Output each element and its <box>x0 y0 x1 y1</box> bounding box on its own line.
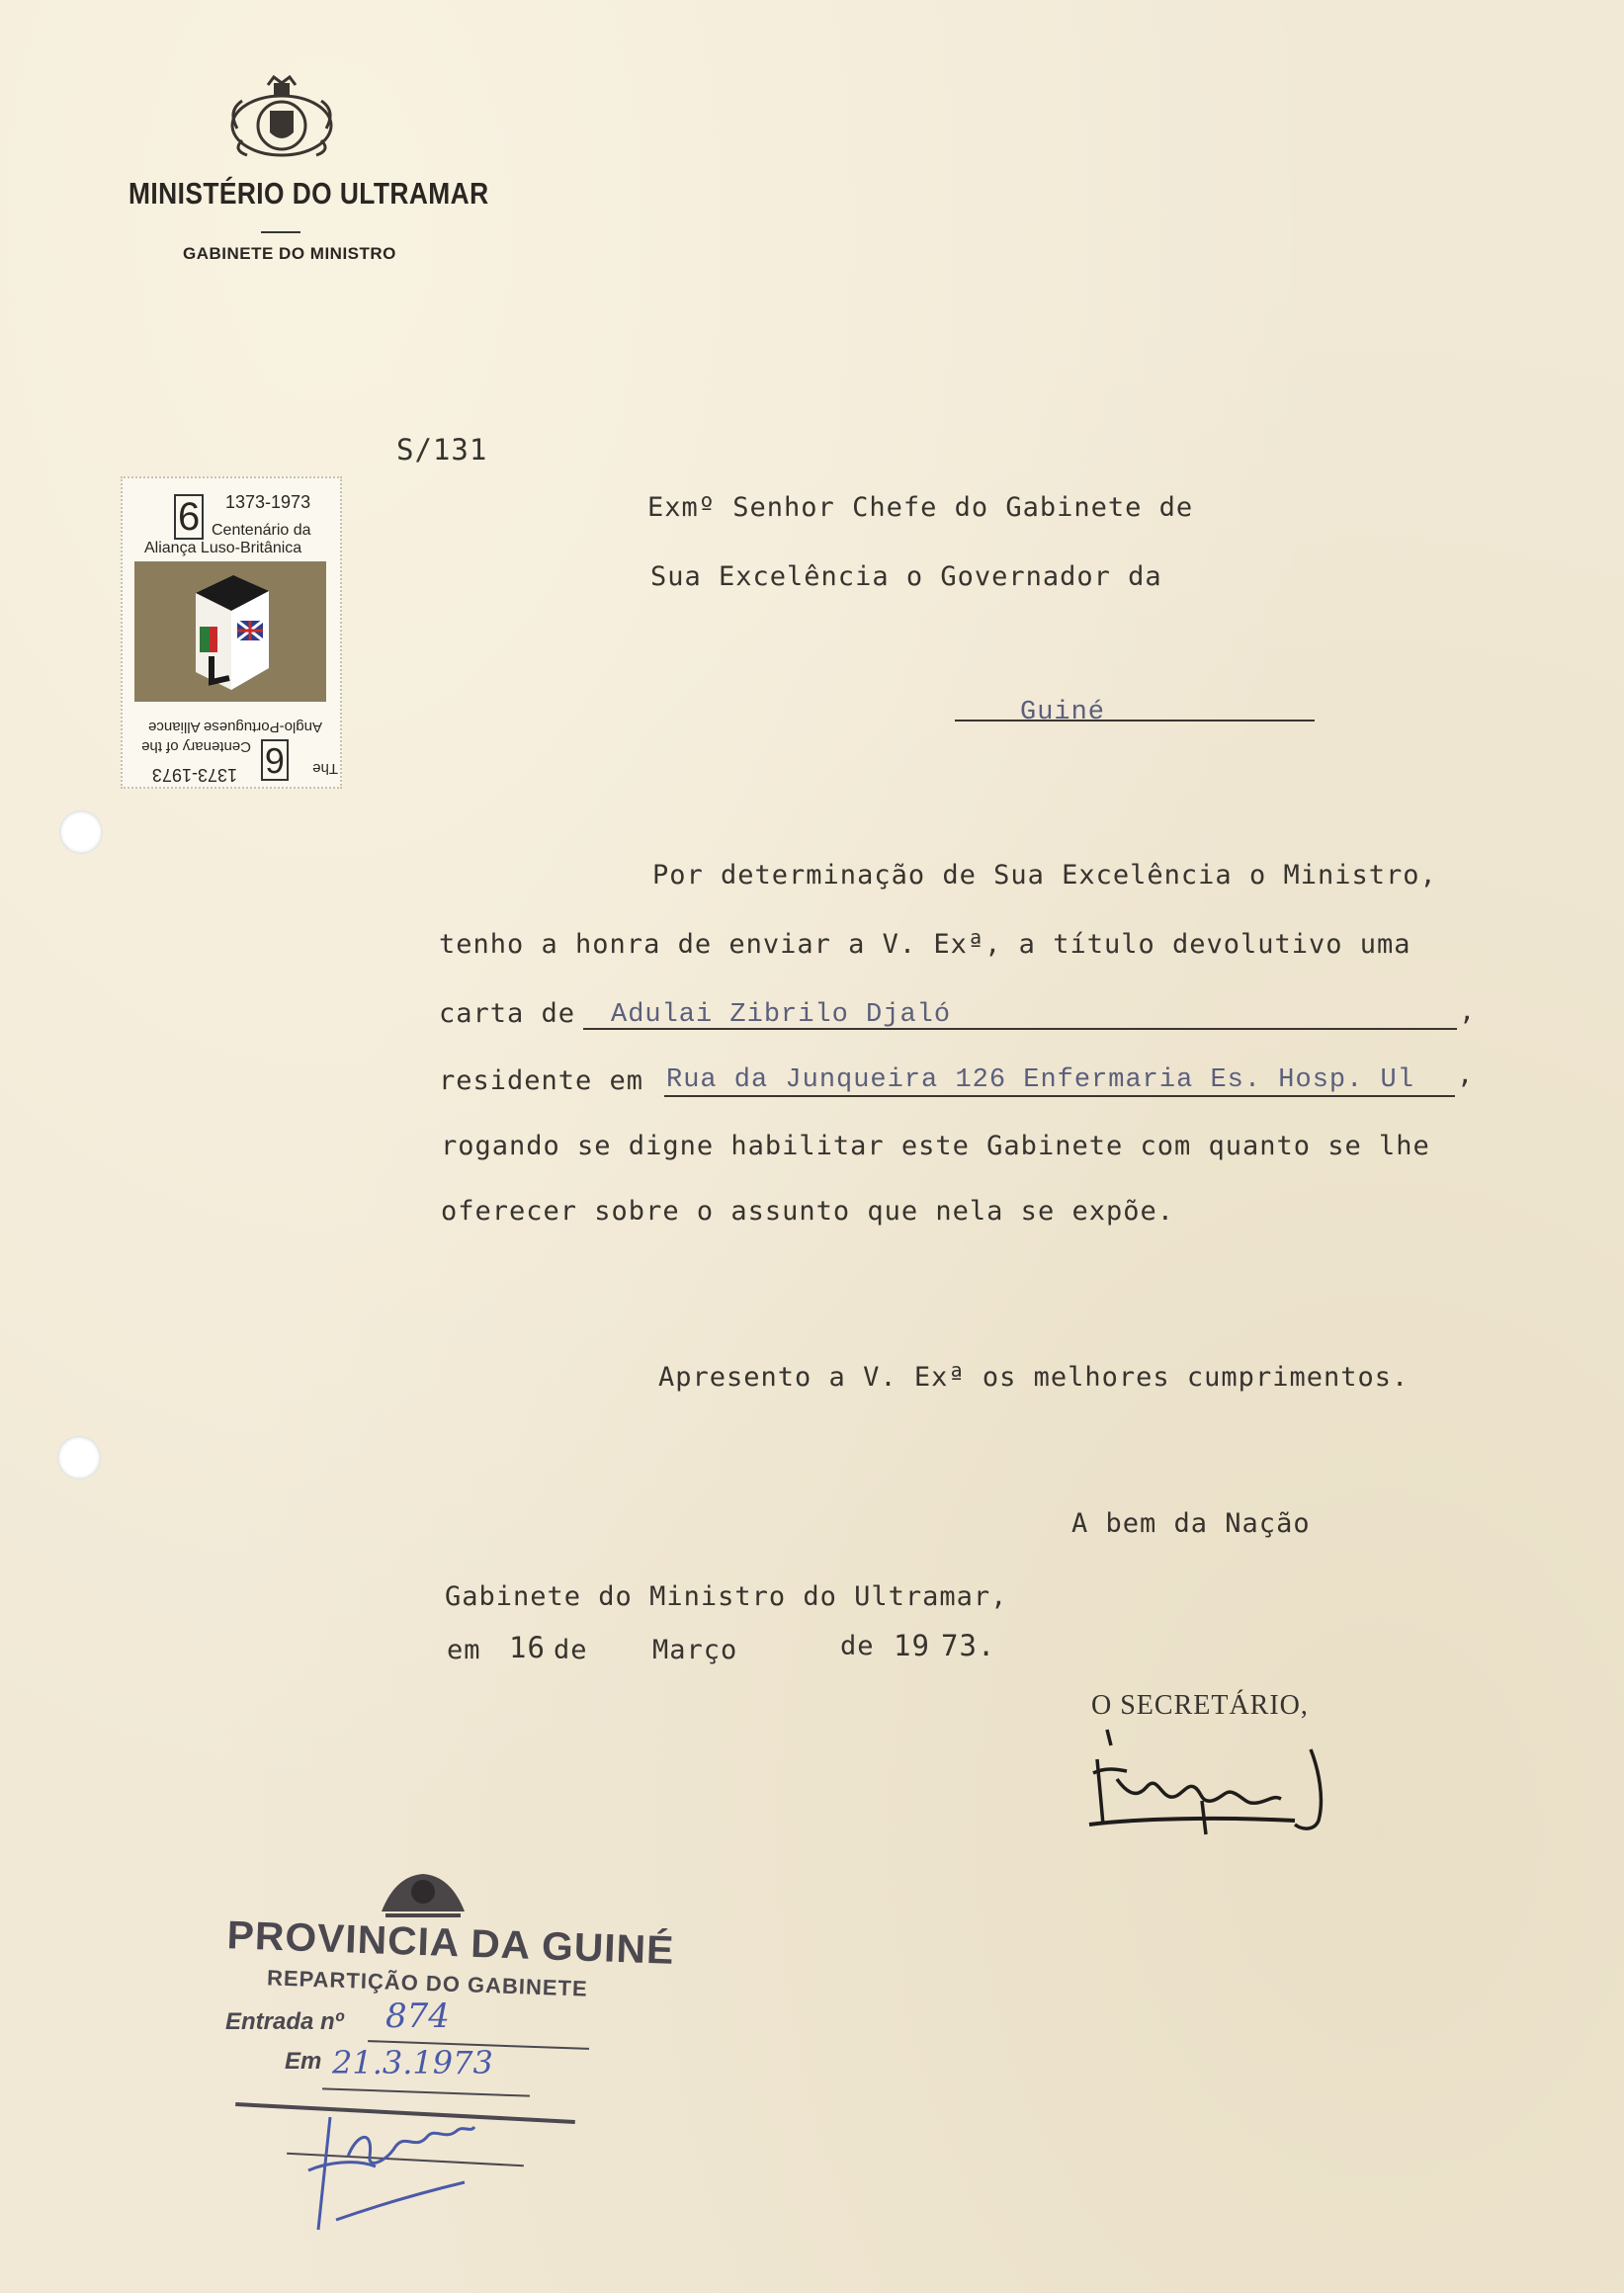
signature-title: O SECRETÁRIO, <box>1091 1690 1309 1721</box>
dateline-year: 73. <box>941 1629 996 1662</box>
sender-address-line <box>664 1095 1455 1097</box>
dateline-month: Março <box>652 1635 738 1665</box>
body-line-3-suffix: , <box>1459 996 1477 1027</box>
addressee-line-2: Sua Excelência o Governador da <box>650 561 1162 592</box>
receipt-initials-signature <box>297 2097 494 2236</box>
sender-name: Adulai Zibrilo Djaló <box>611 1000 952 1030</box>
body-line-4-suffix: , <box>1457 1060 1475 1090</box>
stamp-years-top: 1373-1973 <box>225 492 311 512</box>
dateline-day: 16 <box>509 1631 546 1664</box>
ballot-box-icon <box>134 561 326 702</box>
binder-hole-bottom <box>57 1436 101 1480</box>
dateline-place: Gabinete do Ministro do Ultramar, <box>445 1581 1008 1612</box>
binder-hole-top <box>59 810 103 854</box>
commemorative-postage-stamp <box>121 476 342 789</box>
stamp-text-bottom-1: The <box>312 760 338 777</box>
stamp-years-bottom: 1373-1973 <box>151 765 237 785</box>
receipt-entry-number: 874 <box>385 1996 450 2036</box>
cabinet-name: GABINETE DO MINISTRO <box>183 244 396 263</box>
coat-of-arms-icon <box>222 71 341 168</box>
body-line-4-prefix: residente em <box>439 1065 644 1096</box>
body-line-3-prefix: carta de <box>439 998 576 1029</box>
closing-greeting: Apresento a V. Exª os melhores cumprimentos. <box>658 1362 1410 1393</box>
body-line-5: rogando se digne habilitar este Gabinete com quanto se lhe <box>441 1131 1430 1161</box>
stamp-number-top: 6 <box>174 494 204 540</box>
dateline-de-1: de <box>554 1635 588 1665</box>
stamp-text-top-1: Centenário da <box>212 522 311 539</box>
dateline-em: em <box>447 1635 481 1665</box>
ministry-name: MINISTÉRIO DO ULTRAMAR <box>128 176 489 211</box>
addressee-line-1: Exmº Senhor Chefe do Gabinete de <box>647 492 1194 523</box>
receipt-date-line <box>322 2087 530 2096</box>
stamp-text-bottom-3: Anglo-Portuguese Alliance <box>148 719 322 735</box>
body-line-6: oferecer sobre o assunto que nela se expõe. <box>441 1196 1174 1227</box>
body-line-1: Por determinação de Sua Excelência o Ministro, <box>652 860 1437 891</box>
addressee-place-line <box>955 720 1315 722</box>
receipt-stamp-line-1: PROVINCIA DA GUINÉ <box>225 1913 676 1973</box>
receipt-stamp-date-label: Em <box>285 2048 322 2075</box>
receipt-stamp-line-2: REPARTIÇÃO DO GABINETE <box>266 1965 589 2001</box>
addressee-place: Guiné <box>1020 698 1106 727</box>
letterhead-divider <box>261 231 300 233</box>
closing-motto: A bem da Nação <box>1071 1508 1311 1539</box>
dateline-century: 19 <box>894 1629 930 1662</box>
sender-address: Rua da Junqueira 126 Enfermaria Es. Hosp. Ul <box>666 1065 1414 1095</box>
receipt-stamp-entry-label: Entrada nº <box>225 2008 344 2035</box>
stamp-image <box>134 561 326 702</box>
stamp-number-bottom: 6 <box>261 739 289 781</box>
handwritten-signature <box>1077 1710 1354 1848</box>
body-line-2: tenho a honra de enviar a V. Exª, a título devolutivo uma <box>439 929 1411 960</box>
receipt-date: 21.3.1973 <box>332 2044 493 2081</box>
stamp-text-bottom-2: Centenary of the <box>141 738 251 755</box>
receipt-stamp-crest-icon <box>376 1866 470 1921</box>
dateline-de-2: de <box>840 1631 875 1661</box>
stamp-text-top-2: Aliança Luso-Britânica <box>144 540 302 556</box>
reference-number: S/131 <box>396 433 488 467</box>
